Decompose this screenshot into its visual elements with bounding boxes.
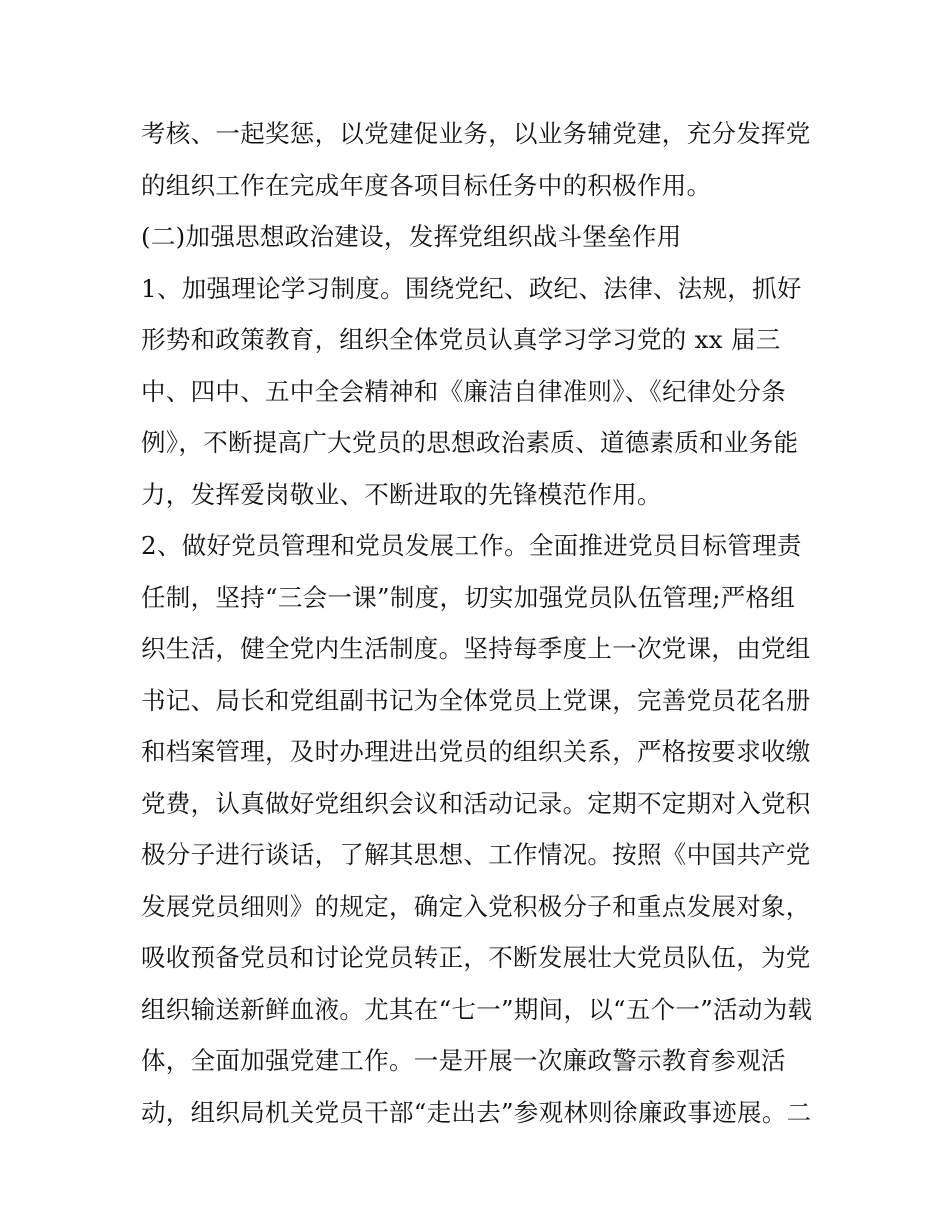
text-line: 发展党员细则》的规定，确定入党积极分子和重点发展对象， [141,891,811,921]
text-line: 中、四中、五中全会精神和《廉洁自律准则》、《纪律处分条 [141,376,787,406]
text-line: 力，发挥爱岗敬业、不断进取的先锋模范作用。 [141,479,662,509]
text-line: 极分子进行谈话，了解其思想、工作情况。按照《中国共产党 [141,840,811,869]
text-line: 和档案管理，及时办理进出党员的组织关系，严格按要求收缴 [141,737,811,766]
text-line: 任制，坚持“三会一课”制度，切实加强党员队伍管理;严格组 [141,582,796,612]
text-line: 党费，认真做好党组织会议和活动记录。定期不定期对入党积 [141,788,811,818]
text-line: 吸收预备党员和讨论党员转正，不断发展壮大党员队伍，为党 [141,943,811,972]
text-line: 2、做好党员管理和党员发展工作。全面推进党员目标管理责 [141,531,802,560]
text-line: 组织输送新鲜血液。尤其在“七一”期间，以“五个一”活动为载 [141,994,813,1024]
text-line: 动，组织局机关党员干部“走出去”参观林则徐廉政事迹展。二 [141,1097,812,1127]
text-line: 考核、一起奖惩，以党建促业务，以业务辅党建，充分发挥党 [141,119,811,148]
text-line: 例》，不断提高广大党员的思想政治素质、道德素质和业务能 [141,428,799,457]
text-line: 书记、局长和党组副书记为全体党员上党课，完善党员花名册 [141,685,811,715]
text-line: 形势和政策教育，组织全体党员认真学习学习党的 xx 届三 [141,325,781,354]
text-line: 织生活，健全党内生活制度。坚持每季度上一次党课，由党组 [141,634,811,663]
text-line: 1、加强理论学习制度。围绕党纪、政纪、法律、法规，抓好 [141,273,802,303]
text-line: 的组织工作在完成年度各项目标任务中的积极作用。 [141,170,712,200]
section-heading: (二)加强思想政治建设，发挥党组织战斗堡垒作用 [141,222,682,251]
text-line: 体，全面加强党建工作。一是开展一次廉政警示教育参观活 [141,1046,786,1075]
document-body [141,108,821,1138]
